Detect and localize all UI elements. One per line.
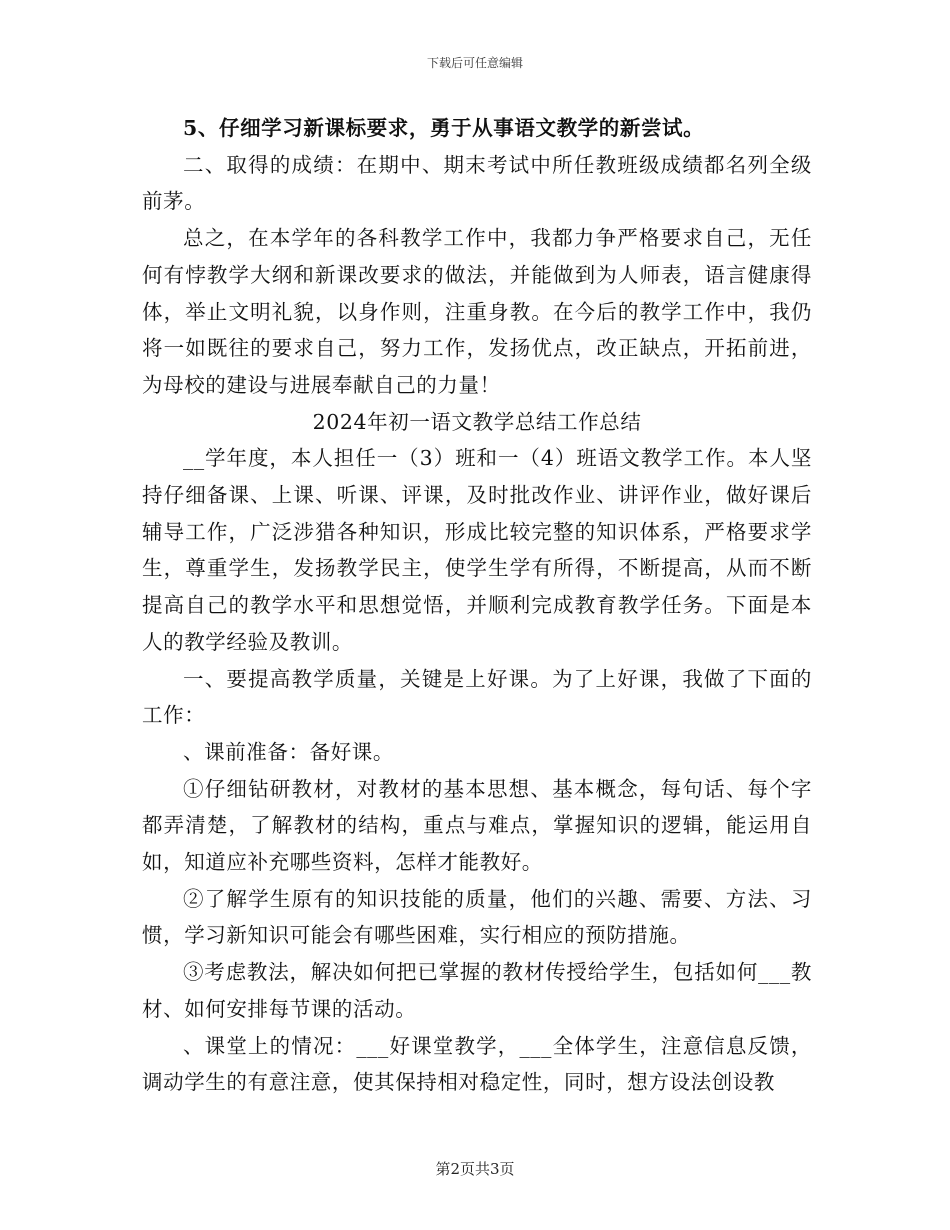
paragraph-classroom: 、课堂上的情况：___好课堂教学，___全体学生，注意信息反馈，调动学生的有意注意，使其保持相对稳定性，同时，想方设法创设教 [142, 1033, 812, 1095]
paragraph-item-5: 5、仔细学习新课标要求，勇于从事语文教学的新尝试。 [183, 116, 705, 140]
page-header: 下载后可任意编辑 [426, 56, 523, 70]
paragraph-step-2: ②了解学生原有的知识技能的质量，他们的兴趣、需要、方法、习惯，学习新知识可能会有哪些困难，实行相应的预防措施。 [142, 886, 812, 948]
paragraph-achievements: 二、取得的成绩：在期中、期末考试中所任教班级成绩都名列全级前茅。 [142, 152, 812, 214]
paragraph-preparation: 、课前准备：备好课。 [183, 739, 394, 764]
page-footer: 第2页共3页 [435, 1160, 515, 1178]
paragraph-step-3: ③考虑教法，解决如何把已掌握的教材传授给学生，包括如何___教材、如何安排每节课的活动。 [142, 960, 812, 1021]
section-title: 2024年初一语文教学总结工作总结 [312, 409, 642, 434]
document-body [142, 110, 812, 1101]
paragraph-summary: 总之，在本学年的各科教学工作中，我都力争严格要求自己，无任何有悖教学大纲和新课改要求的做法，并能做到为人师表，语言健康得体，举止文明礼貌，以身作则，注重身教。在今后的教学工作中，我仍将一如既往的要求自己，努力工作，发扬优点，改正缺点，开拓前进，为母校的建设与进展奉献自己的力量！ [142, 226, 812, 397]
paragraph-point-one: 一、要提高教学质量，关键是上好课。为了上好课，我做了下面的工作： [142, 666, 812, 728]
paragraph-step-1: ①仔细钻研教材，对教材的基本思想、基本概念，每句话、每个字都弄清楚，了解教材的结构，重点与难点，掌握知识的逻辑，能运用自如，知道应补充哪些资料，怎样才能教好。 [142, 776, 812, 875]
paragraph-intro: __学年度，本人担任一（3）班和一（4）班语文教学工作。本人坚持仔细备课、上课、听课、评课，及时批改作业、讲评作业，做好课后辅导工作，广泛涉猎各种知识，形成比较完整的知识体系，严格要求学生，尊重学生，发扬教学民主，使学生学有所得，不断提高，从而不断提高自己的教学水平和思想觉悟，并顺利完成教育教学任务。下面是本人的教学经验及教训。 [142, 446, 812, 654]
